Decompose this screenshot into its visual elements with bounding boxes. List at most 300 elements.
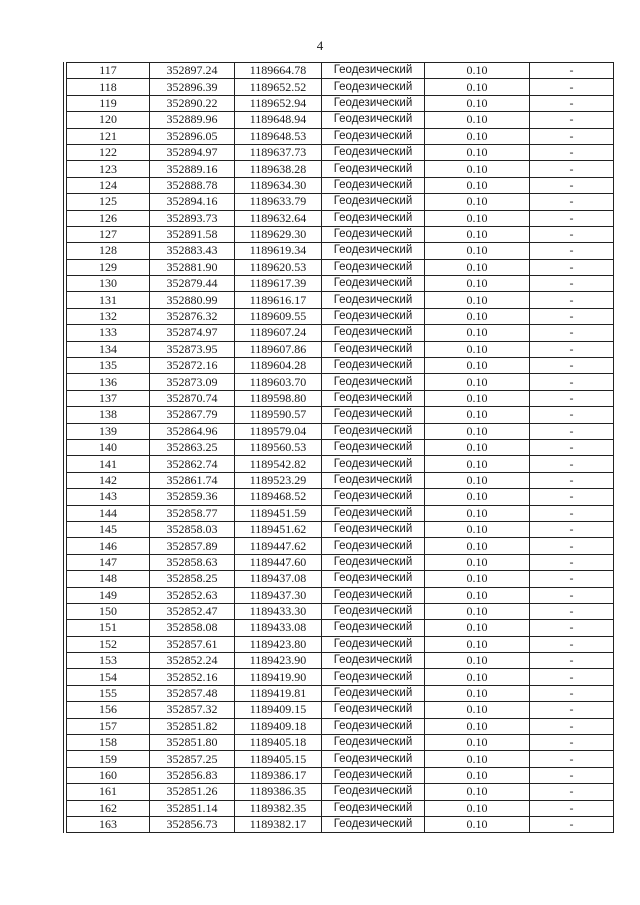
point-number-cell: 139 bbox=[67, 423, 150, 439]
y-coordinate-cell: 1189629.30 bbox=[235, 226, 322, 242]
point-number-cell: 159 bbox=[67, 751, 150, 767]
y-coordinate-cell: 1189433.30 bbox=[235, 603, 322, 619]
accuracy-cell: 0.10 bbox=[425, 636, 530, 652]
x-coordinate-cell: 352880.99 bbox=[150, 292, 235, 308]
x-coordinate-cell: 352858.25 bbox=[150, 571, 235, 587]
description-cell: - bbox=[530, 636, 614, 652]
point-number-cell: 163 bbox=[67, 816, 150, 832]
accuracy-cell: 0.10 bbox=[425, 620, 530, 636]
table-row bbox=[67, 587, 614, 603]
accuracy-cell: 0.10 bbox=[425, 243, 530, 259]
y-coordinate-cell: 1189419.90 bbox=[235, 669, 322, 685]
accuracy-cell: 0.10 bbox=[425, 374, 530, 390]
accuracy-cell: 0.10 bbox=[425, 751, 530, 767]
x-coordinate-cell: 352889.16 bbox=[150, 161, 235, 177]
table-row bbox=[67, 735, 614, 751]
y-coordinate-cell: 1189409.15 bbox=[235, 702, 322, 718]
table-row bbox=[67, 767, 614, 783]
method-cell: Геодезический bbox=[322, 226, 425, 242]
accuracy-cell: 0.10 bbox=[425, 816, 530, 832]
accuracy-cell: 0.10 bbox=[425, 439, 530, 455]
y-coordinate-cell: 1189437.08 bbox=[235, 571, 322, 587]
accuracy-cell: 0.10 bbox=[425, 571, 530, 587]
table-row bbox=[67, 243, 614, 259]
accuracy-cell: 0.10 bbox=[425, 702, 530, 718]
y-coordinate-cell: 1189579.04 bbox=[235, 423, 322, 439]
point-number-cell: 157 bbox=[67, 718, 150, 734]
point-number-cell: 119 bbox=[67, 95, 150, 111]
accuracy-cell: 0.10 bbox=[425, 587, 530, 603]
x-coordinate-cell: 352862.74 bbox=[150, 456, 235, 472]
point-number-cell: 151 bbox=[67, 620, 150, 636]
method-cell: Геодезический bbox=[322, 505, 425, 521]
table-row bbox=[67, 653, 614, 669]
accuracy-cell: 0.10 bbox=[425, 521, 530, 537]
method-cell: Геодезический bbox=[322, 816, 425, 832]
accuracy-cell: 0.10 bbox=[425, 472, 530, 488]
x-coordinate-cell: 352894.97 bbox=[150, 144, 235, 160]
description-cell: - bbox=[530, 161, 614, 177]
method-cell: Геодезический bbox=[322, 374, 425, 390]
y-coordinate-cell: 1189617.39 bbox=[235, 276, 322, 292]
description-cell: - bbox=[530, 243, 614, 259]
point-number-cell: 143 bbox=[67, 489, 150, 505]
point-number-cell: 120 bbox=[67, 112, 150, 128]
accuracy-cell: 0.10 bbox=[425, 603, 530, 619]
description-cell: - bbox=[530, 259, 614, 275]
method-cell: Геодезический bbox=[322, 161, 425, 177]
point-number-cell: 152 bbox=[67, 636, 150, 652]
accuracy-cell: 0.10 bbox=[425, 767, 530, 783]
table-row bbox=[67, 276, 614, 292]
accuracy-cell: 0.10 bbox=[425, 276, 530, 292]
point-number-cell: 128 bbox=[67, 243, 150, 259]
point-number-cell: 122 bbox=[67, 144, 150, 160]
method-cell: Геодезический bbox=[322, 259, 425, 275]
method-cell: Геодезический bbox=[322, 751, 425, 767]
accuracy-cell: 0.10 bbox=[425, 653, 530, 669]
x-coordinate-cell: 352851.80 bbox=[150, 735, 235, 751]
method-cell: Геодезический bbox=[322, 358, 425, 374]
accuracy-cell: 0.10 bbox=[425, 456, 530, 472]
y-coordinate-cell: 1189382.17 bbox=[235, 816, 322, 832]
table-row bbox=[67, 685, 614, 701]
x-coordinate-cell: 352857.61 bbox=[150, 636, 235, 652]
description-cell: - bbox=[530, 128, 614, 144]
accuracy-cell: 0.10 bbox=[425, 407, 530, 423]
x-coordinate-cell: 352893.73 bbox=[150, 210, 235, 226]
method-cell: Геодезический bbox=[322, 800, 425, 816]
y-coordinate-cell: 1189632.64 bbox=[235, 210, 322, 226]
y-coordinate-cell: 1189560.53 bbox=[235, 439, 322, 455]
point-number-cell: 131 bbox=[67, 292, 150, 308]
method-cell: Геодезический bbox=[322, 390, 425, 406]
x-coordinate-cell: 352852.63 bbox=[150, 587, 235, 603]
description-cell: - bbox=[530, 79, 614, 95]
y-coordinate-cell: 1189447.60 bbox=[235, 554, 322, 570]
x-coordinate-cell: 352867.79 bbox=[150, 407, 235, 423]
description-cell: - bbox=[530, 308, 614, 324]
description-cell: - bbox=[530, 341, 614, 357]
x-coordinate-cell: 352873.09 bbox=[150, 374, 235, 390]
accuracy-cell: 0.10 bbox=[425, 325, 530, 341]
description-cell: - bbox=[530, 95, 614, 111]
point-number-cell: 155 bbox=[67, 685, 150, 701]
y-coordinate-cell: 1189638.28 bbox=[235, 161, 322, 177]
y-coordinate-cell: 1189451.59 bbox=[235, 505, 322, 521]
description-cell: - bbox=[530, 603, 614, 619]
point-number-cell: 144 bbox=[67, 505, 150, 521]
description-cell: - bbox=[530, 735, 614, 751]
description-cell: - bbox=[530, 456, 614, 472]
description-cell: - bbox=[530, 653, 614, 669]
x-coordinate-cell: 352874.97 bbox=[150, 325, 235, 341]
table-row bbox=[67, 702, 614, 718]
method-cell: Геодезический bbox=[322, 685, 425, 701]
point-number-cell: 153 bbox=[67, 653, 150, 669]
table-row bbox=[67, 226, 614, 242]
point-number-cell: 137 bbox=[67, 390, 150, 406]
x-coordinate-cell: 352896.05 bbox=[150, 128, 235, 144]
table-row bbox=[67, 112, 614, 128]
table-row bbox=[67, 800, 614, 816]
description-cell: - bbox=[530, 358, 614, 374]
table-row bbox=[67, 603, 614, 619]
method-cell: Геодезический bbox=[322, 128, 425, 144]
y-coordinate-cell: 1189648.53 bbox=[235, 128, 322, 144]
point-number-cell: 147 bbox=[67, 554, 150, 570]
method-cell: Геодезический bbox=[322, 341, 425, 357]
x-coordinate-cell: 352857.32 bbox=[150, 702, 235, 718]
method-cell: Геодезический bbox=[322, 243, 425, 259]
y-coordinate-cell: 1189620.53 bbox=[235, 259, 322, 275]
y-coordinate-cell: 1189664.78 bbox=[235, 63, 322, 79]
method-cell: Геодезический bbox=[322, 276, 425, 292]
x-coordinate-cell: 352852.16 bbox=[150, 669, 235, 685]
description-cell: - bbox=[530, 112, 614, 128]
method-cell: Геодезический bbox=[322, 407, 425, 423]
description-cell: - bbox=[530, 177, 614, 193]
description-cell: - bbox=[530, 767, 614, 783]
point-number-cell: 140 bbox=[67, 439, 150, 455]
point-number-cell: 118 bbox=[67, 79, 150, 95]
accuracy-cell: 0.10 bbox=[425, 226, 530, 242]
table-row bbox=[67, 489, 614, 505]
y-coordinate-cell: 1189386.17 bbox=[235, 767, 322, 783]
x-coordinate-cell: 352857.48 bbox=[150, 685, 235, 701]
description-cell: - bbox=[530, 210, 614, 226]
table-row bbox=[67, 210, 614, 226]
method-cell: Геодезический bbox=[322, 95, 425, 111]
y-coordinate-cell: 1189447.62 bbox=[235, 538, 322, 554]
point-number-cell: 141 bbox=[67, 456, 150, 472]
table-row bbox=[67, 325, 614, 341]
point-number-cell: 149 bbox=[67, 587, 150, 603]
y-coordinate-cell: 1189619.34 bbox=[235, 243, 322, 259]
x-coordinate-cell: 352870.74 bbox=[150, 390, 235, 406]
accuracy-cell: 0.10 bbox=[425, 144, 530, 160]
point-number-cell: 148 bbox=[67, 571, 150, 587]
y-coordinate-cell: 1189652.52 bbox=[235, 79, 322, 95]
method-cell: Геодезический bbox=[322, 538, 425, 554]
description-cell: - bbox=[530, 390, 614, 406]
method-cell: Геодезический bbox=[322, 587, 425, 603]
x-coordinate-cell: 352891.58 bbox=[150, 226, 235, 242]
description-cell: - bbox=[530, 669, 614, 685]
x-coordinate-cell: 352896.39 bbox=[150, 79, 235, 95]
description-cell: - bbox=[530, 784, 614, 800]
method-cell: Геодезический bbox=[322, 784, 425, 800]
description-cell: - bbox=[530, 751, 614, 767]
x-coordinate-cell: 352856.73 bbox=[150, 816, 235, 832]
accuracy-cell: 0.10 bbox=[425, 63, 530, 79]
x-coordinate-cell: 352876.32 bbox=[150, 308, 235, 324]
description-cell: - bbox=[530, 538, 614, 554]
table-row bbox=[67, 341, 614, 357]
table-row bbox=[67, 538, 614, 554]
accuracy-cell: 0.10 bbox=[425, 489, 530, 505]
y-coordinate-cell: 1189433.08 bbox=[235, 620, 322, 636]
point-number-cell: 161 bbox=[67, 784, 150, 800]
x-coordinate-cell: 352858.77 bbox=[150, 505, 235, 521]
accuracy-cell: 0.10 bbox=[425, 718, 530, 734]
x-coordinate-cell: 352881.90 bbox=[150, 259, 235, 275]
method-cell: Геодезический bbox=[322, 472, 425, 488]
table-row bbox=[67, 423, 614, 439]
table-row bbox=[67, 308, 614, 324]
point-number-cell: 150 bbox=[67, 603, 150, 619]
y-coordinate-cell: 1189609.55 bbox=[235, 308, 322, 324]
accuracy-cell: 0.10 bbox=[425, 784, 530, 800]
accuracy-cell: 0.10 bbox=[425, 308, 530, 324]
point-number-cell: 127 bbox=[67, 226, 150, 242]
point-number-cell: 162 bbox=[67, 800, 150, 816]
method-cell: Геодезический bbox=[322, 439, 425, 455]
coordinates-table-wrapper bbox=[63, 62, 615, 833]
page-number: 4 bbox=[316, 38, 324, 53]
x-coordinate-cell: 352851.26 bbox=[150, 784, 235, 800]
table-row bbox=[67, 292, 614, 308]
method-cell: Геодезический bbox=[322, 423, 425, 439]
y-coordinate-cell: 1189634.30 bbox=[235, 177, 322, 193]
table-row bbox=[67, 194, 614, 210]
description-cell: - bbox=[530, 685, 614, 701]
method-cell: Геодезический bbox=[322, 554, 425, 570]
table-row bbox=[67, 374, 614, 390]
y-coordinate-cell: 1189633.79 bbox=[235, 194, 322, 210]
point-number-cell: 130 bbox=[67, 276, 150, 292]
y-coordinate-cell: 1189523.29 bbox=[235, 472, 322, 488]
x-coordinate-cell: 352879.44 bbox=[150, 276, 235, 292]
point-number-cell: 160 bbox=[67, 767, 150, 783]
method-cell: Геодезический bbox=[322, 571, 425, 587]
table-row bbox=[67, 161, 614, 177]
point-number-cell: 145 bbox=[67, 521, 150, 537]
method-cell: Геодезический bbox=[322, 210, 425, 226]
y-coordinate-cell: 1189423.90 bbox=[235, 653, 322, 669]
description-cell: - bbox=[530, 505, 614, 521]
accuracy-cell: 0.10 bbox=[425, 112, 530, 128]
accuracy-cell: 0.10 bbox=[425, 538, 530, 554]
accuracy-cell: 0.10 bbox=[425, 800, 530, 816]
table-row bbox=[67, 456, 614, 472]
accuracy-cell: 0.10 bbox=[425, 177, 530, 193]
accuracy-cell: 0.10 bbox=[425, 128, 530, 144]
point-number-cell: 132 bbox=[67, 308, 150, 324]
table-row bbox=[67, 177, 614, 193]
x-coordinate-cell: 352873.95 bbox=[150, 341, 235, 357]
description-cell: - bbox=[530, 325, 614, 341]
x-coordinate-cell: 352858.03 bbox=[150, 521, 235, 537]
point-number-cell: 135 bbox=[67, 358, 150, 374]
y-coordinate-cell: 1189386.35 bbox=[235, 784, 322, 800]
table-row bbox=[67, 620, 614, 636]
x-coordinate-cell: 352857.25 bbox=[150, 751, 235, 767]
method-cell: Геодезический bbox=[322, 456, 425, 472]
point-number-cell: 126 bbox=[67, 210, 150, 226]
y-coordinate-cell: 1189437.30 bbox=[235, 587, 322, 603]
accuracy-cell: 0.10 bbox=[425, 194, 530, 210]
table-row bbox=[67, 95, 614, 111]
description-cell: - bbox=[530, 439, 614, 455]
coordinates-table bbox=[66, 62, 614, 833]
table-row bbox=[67, 636, 614, 652]
point-number-cell: 158 bbox=[67, 735, 150, 751]
table-row bbox=[67, 669, 614, 685]
table-row bbox=[67, 521, 614, 537]
accuracy-cell: 0.10 bbox=[425, 341, 530, 357]
y-coordinate-cell: 1189423.80 bbox=[235, 636, 322, 652]
method-cell: Геодезический bbox=[322, 63, 425, 79]
point-number-cell: 133 bbox=[67, 325, 150, 341]
method-cell: Геодезический bbox=[322, 521, 425, 537]
accuracy-cell: 0.10 bbox=[425, 735, 530, 751]
description-cell: - bbox=[530, 194, 614, 210]
method-cell: Геодезический bbox=[322, 144, 425, 160]
table-row bbox=[67, 751, 614, 767]
y-coordinate-cell: 1189603.70 bbox=[235, 374, 322, 390]
accuracy-cell: 0.10 bbox=[425, 505, 530, 521]
point-number-cell: 138 bbox=[67, 407, 150, 423]
description-cell: - bbox=[530, 702, 614, 718]
accuracy-cell: 0.10 bbox=[425, 79, 530, 95]
x-coordinate-cell: 352851.14 bbox=[150, 800, 235, 816]
x-coordinate-cell: 352857.89 bbox=[150, 538, 235, 554]
y-coordinate-cell: 1189607.86 bbox=[235, 341, 322, 357]
table-row bbox=[67, 505, 614, 521]
table-row bbox=[67, 439, 614, 455]
method-cell: Геодезический bbox=[322, 620, 425, 636]
point-number-cell: 136 bbox=[67, 374, 150, 390]
y-coordinate-cell: 1189590.57 bbox=[235, 407, 322, 423]
y-coordinate-cell: 1189648.94 bbox=[235, 112, 322, 128]
description-cell: - bbox=[530, 620, 614, 636]
y-coordinate-cell: 1189451.62 bbox=[235, 521, 322, 537]
point-number-cell: 134 bbox=[67, 341, 150, 357]
y-coordinate-cell: 1189419.81 bbox=[235, 685, 322, 701]
point-number-cell: 124 bbox=[67, 177, 150, 193]
y-coordinate-cell: 1189405.15 bbox=[235, 751, 322, 767]
table-row bbox=[67, 816, 614, 832]
y-coordinate-cell: 1189616.17 bbox=[235, 292, 322, 308]
method-cell: Геодезический bbox=[322, 653, 425, 669]
y-coordinate-cell: 1189604.28 bbox=[235, 358, 322, 374]
x-coordinate-cell: 352863.25 bbox=[150, 439, 235, 455]
x-coordinate-cell: 352852.47 bbox=[150, 603, 235, 619]
table-row bbox=[67, 407, 614, 423]
method-cell: Геодезический bbox=[322, 177, 425, 193]
y-coordinate-cell: 1189598.80 bbox=[235, 390, 322, 406]
accuracy-cell: 0.10 bbox=[425, 161, 530, 177]
method-cell: Геодезический bbox=[322, 112, 425, 128]
table-row bbox=[67, 784, 614, 800]
method-cell: Геодезический bbox=[322, 603, 425, 619]
method-cell: Геодезический bbox=[322, 79, 425, 95]
x-coordinate-cell: 352864.96 bbox=[150, 423, 235, 439]
method-cell: Геодезический bbox=[322, 325, 425, 341]
y-coordinate-cell: 1189652.94 bbox=[235, 95, 322, 111]
y-coordinate-cell: 1189382.35 bbox=[235, 800, 322, 816]
accuracy-cell: 0.10 bbox=[425, 423, 530, 439]
x-coordinate-cell: 352858.08 bbox=[150, 620, 235, 636]
accuracy-cell: 0.10 bbox=[425, 358, 530, 374]
point-number-cell: 125 bbox=[67, 194, 150, 210]
description-cell: - bbox=[530, 489, 614, 505]
accuracy-cell: 0.10 bbox=[425, 554, 530, 570]
description-cell: - bbox=[530, 292, 614, 308]
x-coordinate-cell: 352859.36 bbox=[150, 489, 235, 505]
y-coordinate-cell: 1189637.73 bbox=[235, 144, 322, 160]
description-cell: - bbox=[530, 472, 614, 488]
method-cell: Геодезический bbox=[322, 489, 425, 505]
description-cell: - bbox=[530, 374, 614, 390]
method-cell: Геодезический bbox=[322, 669, 425, 685]
description-cell: - bbox=[530, 521, 614, 537]
point-number-cell: 142 bbox=[67, 472, 150, 488]
description-cell: - bbox=[530, 63, 614, 79]
point-number-cell: 121 bbox=[67, 128, 150, 144]
x-coordinate-cell: 352861.74 bbox=[150, 472, 235, 488]
method-cell: Геодезический bbox=[322, 194, 425, 210]
description-cell: - bbox=[530, 144, 614, 160]
method-cell: Геодезический bbox=[322, 636, 425, 652]
table-row bbox=[67, 718, 614, 734]
table-row bbox=[67, 144, 614, 160]
x-coordinate-cell: 352890.22 bbox=[150, 95, 235, 111]
accuracy-cell: 0.10 bbox=[425, 259, 530, 275]
method-cell: Геодезический bbox=[322, 767, 425, 783]
table-row bbox=[67, 554, 614, 570]
x-coordinate-cell: 352858.63 bbox=[150, 554, 235, 570]
x-coordinate-cell: 352872.16 bbox=[150, 358, 235, 374]
accuracy-cell: 0.10 bbox=[425, 292, 530, 308]
description-cell: - bbox=[530, 816, 614, 832]
accuracy-cell: 0.10 bbox=[425, 210, 530, 226]
table-row bbox=[67, 259, 614, 275]
table-row bbox=[67, 571, 614, 587]
table-row bbox=[67, 472, 614, 488]
x-coordinate-cell: 352851.82 bbox=[150, 718, 235, 734]
table-row bbox=[67, 128, 614, 144]
method-cell: Геодезический bbox=[322, 718, 425, 734]
point-number-cell: 154 bbox=[67, 669, 150, 685]
accuracy-cell: 0.10 bbox=[425, 390, 530, 406]
y-coordinate-cell: 1189468.52 bbox=[235, 489, 322, 505]
x-coordinate-cell: 352897.24 bbox=[150, 63, 235, 79]
description-cell: - bbox=[530, 276, 614, 292]
method-cell: Геодезический bbox=[322, 308, 425, 324]
y-coordinate-cell: 1189405.18 bbox=[235, 735, 322, 751]
